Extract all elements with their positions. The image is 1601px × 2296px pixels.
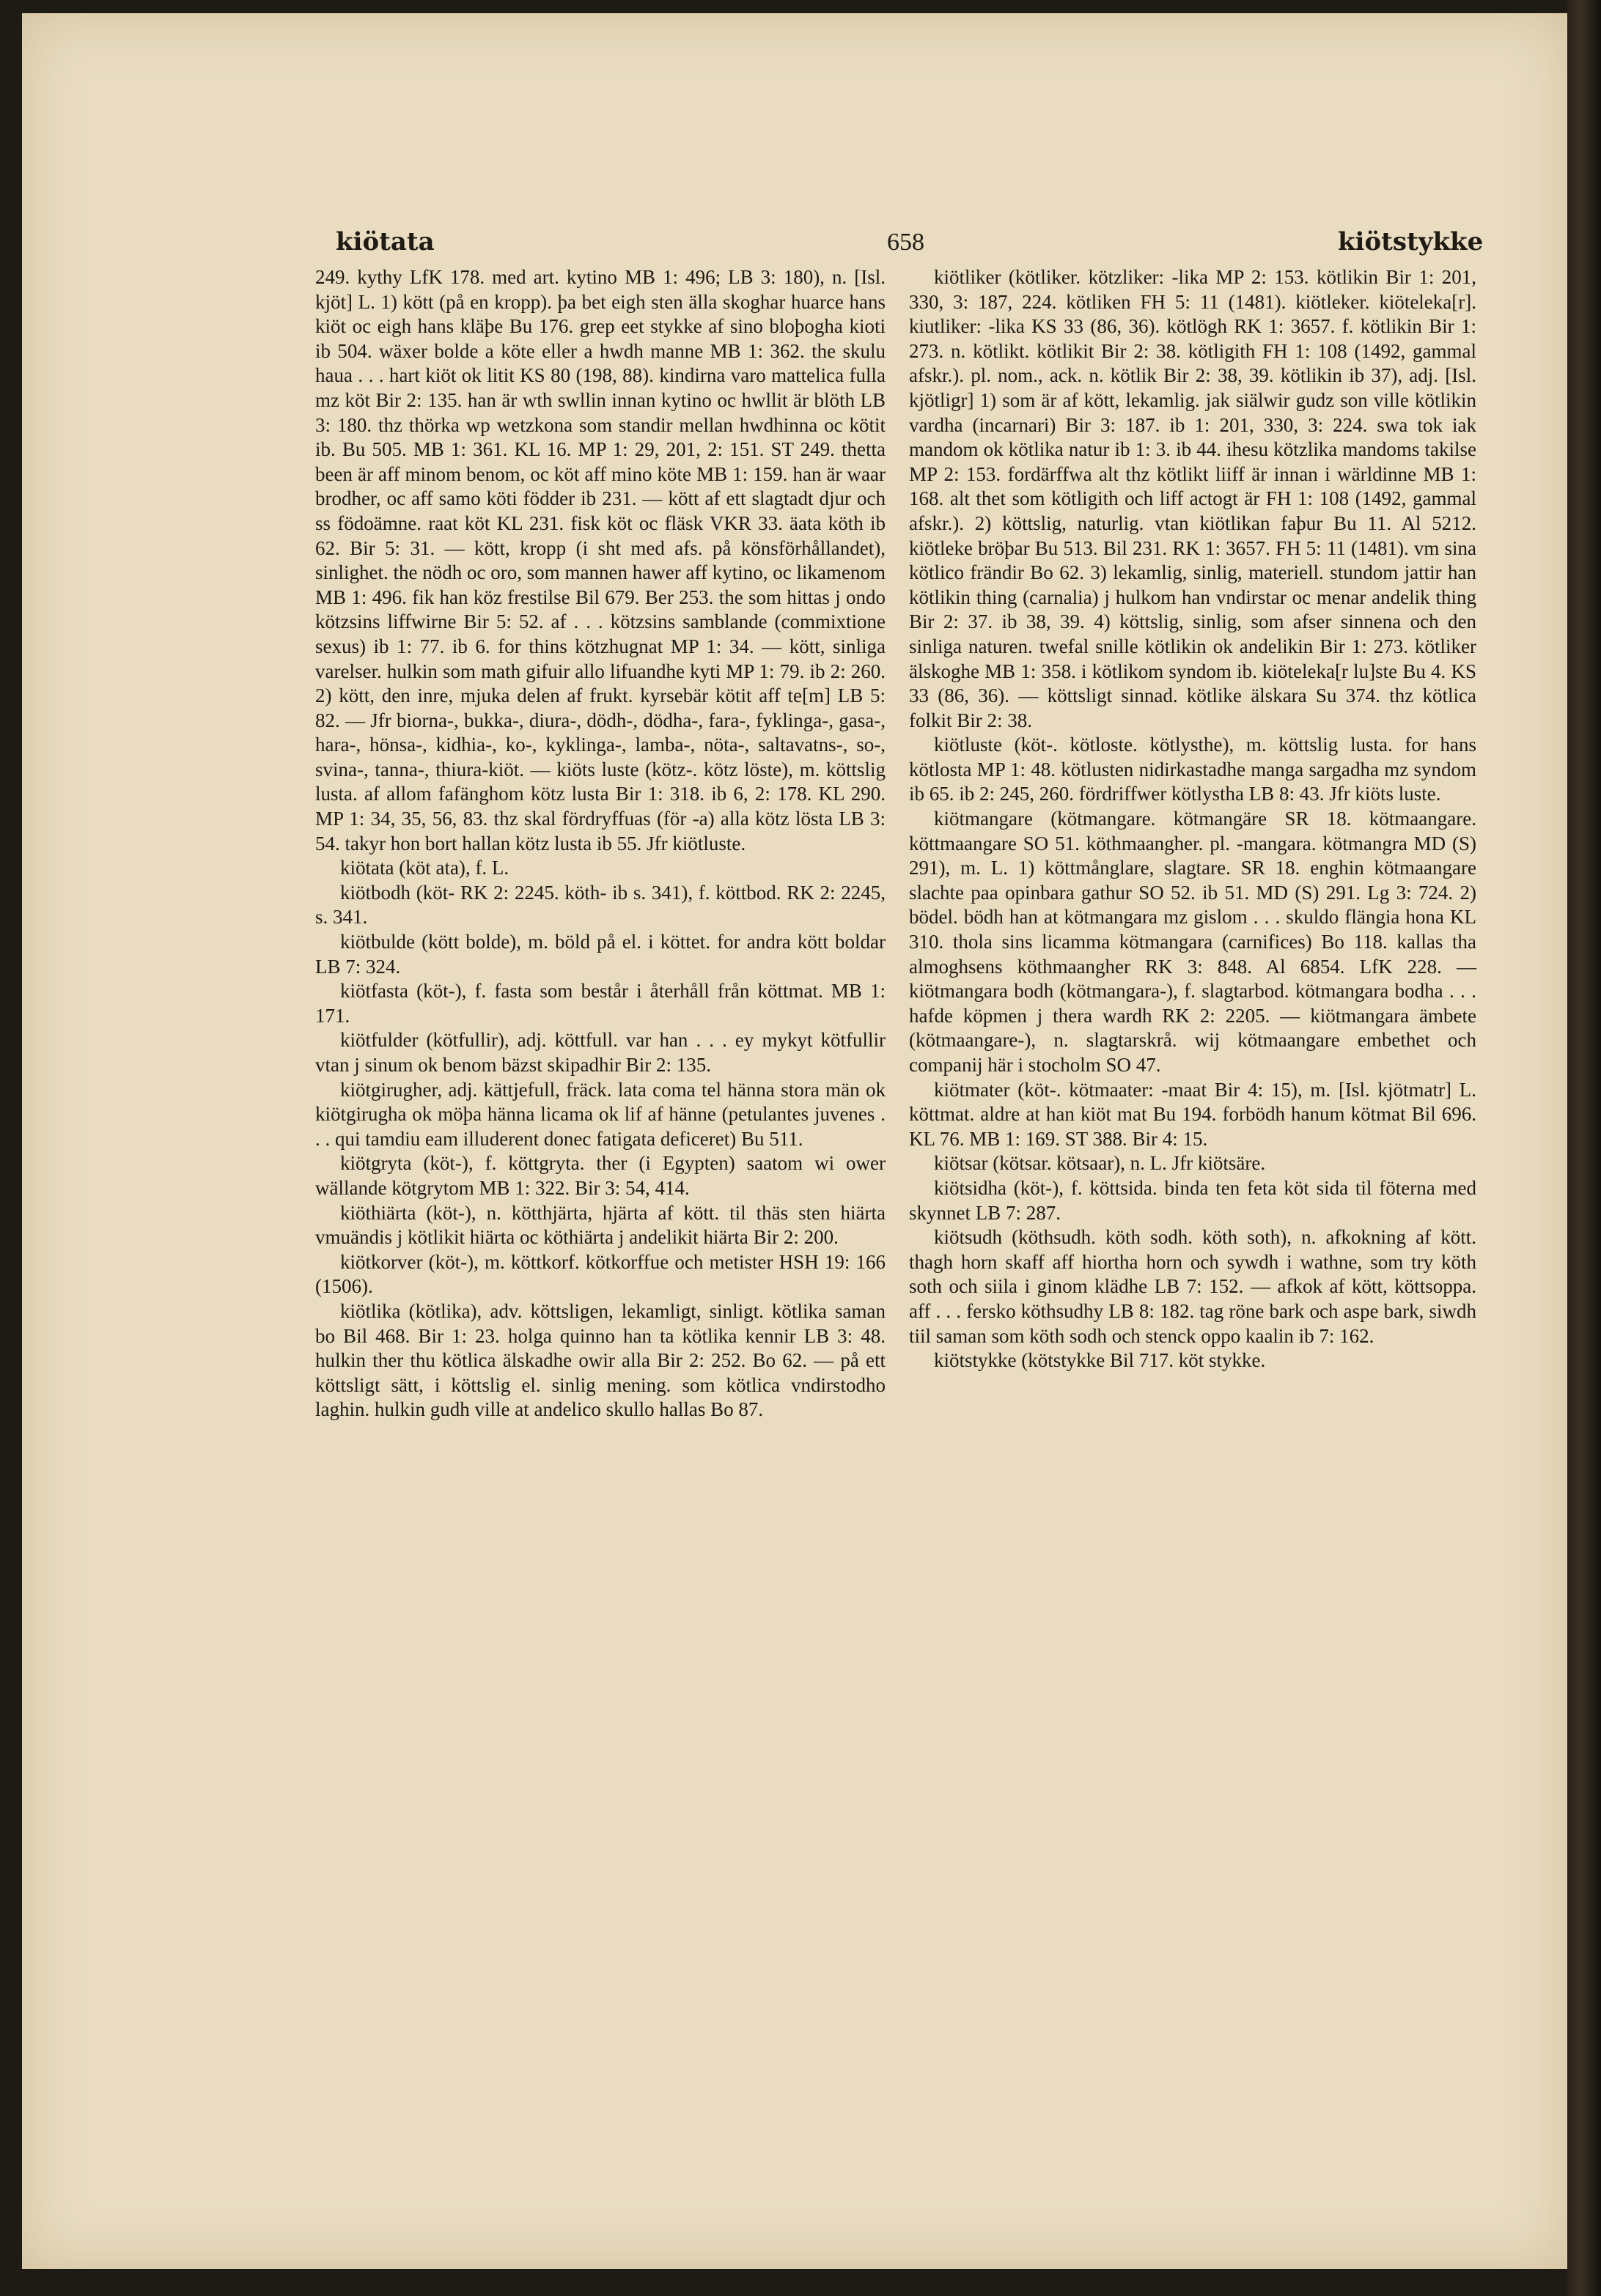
running-head-left: kiötata [336,227,435,256]
dictionary-entry: kiötfasta (köt-), f. fasta som består i återhåll från köttmat. MB 1: 171. [315,980,886,1027]
dictionary-entry: kiötliker (kötliker. kötzliker: -lika MP 2: 153. kötlikin Bir 1: 201, 330, 3: 187, 224. kötliken FH 5: 11 (1481). kiötleker. kiöteleka[r]. kiutliker: -lika KS 33 (86, 36). kötlögh RK 1: 3657. f. kötlikin Bir 1: 273. n. kötlikt. kötlikit Bir 2: 38. kötligith FH 1: 108 (1492, gammal afskr.). pl. nom., ack. n. kötlik Bir 2: 38, 39. kötlikin ib 37), adj. [Isl. kjötligr] 1) som är af kött, lekamlig. jak siälwir gudz son ville kötlikin vardha (incarnari) Bir 3: 187. ib 1: 201, 330, 3: 224. swa tok iak mandom ok kötlika natur ib 1: 3. ib 44. ihesu kötzlika mandoms takilse MP 2: 153. fordärffwa alt thz kötlikt liiff är innan i wärldinne MB 1: 168. alt thet som kötligith och liff actogt är FH 1: 108 (1492, gammal afskr.). 2) köttslig, naturlig. vtan kiötlikan faþur Bu 11. Al 5212. kiötleke bröþar Bu 513. Bil 231. RK 1: 3657. FH 5: 11 (1481). vm sina kötlico frändir Bo 62. 3) lekamlig, sinlig, materiell. stundom jattir han kötlikin thing (carnalia) j hulkom han vndirstar oc menar andelik thing Bir 2: 37. ib 38, 39. 4) köttslig, sinlig, som afser sinnena och den sinliga naturen. twefal snille kötlikin ok andelikin Bir 1: 273. kötliker älskoghe MB 1: 358. i kötlikom syndom ib. kiöteleka[r lu]ste Bu 4. KS 33 (86, 36). — köttsligt sinnad. kötlike älskara Su 374. thz kötlica folkit Bir 2: 38. [909,266,1476,731]
dictionary-entry: kiötfulder (kötfullir), adj. köttfull. var han . . . ey mykyt kötfullir vtan j sinum ok benom bäzst skipadhir Bir 2: 135. [315,1029,886,1076]
dictionary-entry: kiötluste (köt-. kötloste. kötlysthe), m. köttslig lusta. for hans kötlosta MP 1: 48. kötlusten nidirkastadhe manga sargadha mz syndom ib 65. ib 2: 245, 260. fördriffwer kötlystha LB 8: 43. Jfr kiöts luste. [909,734,1476,805]
running-head-right: kiötstykke [1338,227,1484,256]
dictionary-entry: kiötstykke (kötstykke Bil 717. köt stykke. [934,1349,1266,1372]
dictionary-entry: kiöthiärta (köt-), n. kötthjärta, hjärta af kött. til thäs sten hiärta vmuändis j kötlikit hiärta oc köthiärta j andelikit hiärta Bir 2: 200. [315,1201,886,1249]
right-column [909,265,1476,1373]
dictionary-entry: kiötgirugher, adj. kättjefull, fräck. lata coma tel hänna stora män ok kiötgirugha ok möþa hänna licama ok lif af hänne (petulantes juvenes . . . qui tamdiu eam illuderent donec fatigata deficeret) Bu 511. [315,1078,886,1150]
dictionary-entry: kiötsudh (köthsudh. köth sodh. köth soth), n. afkokning af kött. thagh horn skaff aff hiortha horn och sywdh i wathne, som try köth soth och siila i ginom klädhe LB 7: 152. — afkok af kött, köttsoppa. aff . . . fersko köthsudhy LB 8: 182. tag röne bark och aspe bark, siwdh tiil saman som köth sodh och stenck oppo kaalin ib 7: 162. [909,1226,1476,1347]
dictionary-entry: kiötkorver (köt-), m. köttkorf. kötkorffue och metister HSH 19: 166 (1506). [315,1250,886,1298]
dictionary-entry: kiötgryta (köt-), f. köttgryta. ther (i Egypten) saatom wi ower wällande kötgrytom MB 1: 322. Bir 3: 54, 414. [315,1152,886,1199]
dictionary-entry: kiötlika (kötlika), adv. köttsligen, lekamligt, sinligt. kötlika saman bo Bil 468. Bir 1: 23. holga quinno han ta kötlika kennir LB 3: 48. hulkin ther thu kötlica älskadhe owir alla Bir 2: 252. Bo 62. — på ett köttsligt sätt, i köttslig el. sinlig mening. som kötlica vndirstodho laghin. hulkin gudh ville at andelico skullo hallas Bo 87. [315,1299,886,1421]
dictionary-entry: 249. kythy LfK 178. med art. kytino MB 1: 496; LB 3: 180), n. [Isl. kjöt] L. 1) kött (på en kropp). þa bet eigh sten älla skoghar huarce hans kiöt oc eigh hans kläþe Bu 176. grep eet stykke af sino bloþogha kioti ib 504. wäxer bolde a köte eller a hwdh manne MB 1: 362. the skulu haua . . . hart kiöt ok litit KS 80 (198, 88). kindirna varo mattelica fulla mz köt Bir 2: 135. han är wth swllin innan kytino oc hwllit är blöth LB 3: 180. thz thörka wp wetzkona som standir mellan hwdhinna oc kötit ib. Bu 505. MB 1: 361. KL 16. MP 1: 29, 201, 2: 151. ST 249. thetta been är aff minom benom, oc köt aff mino köte MB 1: 159. han är waar brodher, oc aff samo köti födder ib 231. — kött af ett slagtadt djur och ss födoämne. raat köt KL 231. fisk köt oc fläsk VKR 33. äata köth ib 62. Bir 5: 31. — kött, kropp (i sht med afs. på könsförhållandet), sinlighet. the nödh oc oro, som mannen hawer aff kytino, oc likamenom MB 1: 496. fik han köz frestilse Bil 679. Ber 253. the som hittas j ondo kötzsins liffwirne Bir 5: 52. af . . . kötzsins samblande (commixtione sexus) ib 1: 77. ib 6. for thins kötzhugnat MP 1: 34. — kött, sinliga varelser. hulkin som math gifuir allo lifuandhe kyti MP 1: 79. ib 2: 260. 2) kött, den inre, mjuka delen af frukt. kyrsebär kötit aff te[m] LB 5: 82. — Jfr biorna-, bukka-, diura-, dödh-, dödha-, fara-, fyklinga-, gasa-, hara-, hönsa-, kidhia-, ko-, kyklinga-, lamba-, nöta-, saltavatns-, so-, svina-, tanna-, thiura-kiöt. — kiöts luste (kötz-. kötz löste), m. köttslig lusta. af allom fafänghom kötz lusta Bir 1: 318. ib 6, 2: 178. KL 290. MP 1: 34, 35, 56, 83. thz skal fördryffuas (för -a) alla kötz lösta LB 3: 54. takyr hon bort hallan kötz lusta ib 55. Jfr kiötluste. [315,266,886,854]
page-number: 658 [887,229,924,256]
dictionary-entry: kiötmangare (kötmangare. kötmangäre SR 18. kötmaangare. köttmaangare SO 51. köthmaangher. pl. -mangara. kötmangra MD (S) 291), m. L. 1) köttmånglare, slagtare. SR 18. enghin kötmaangare slachte paa opinbara gathur SO 52. ib 51. MD (S) 291. Lg 3: 724. 2) bödel. bödh han at kötmangara mz gislom . . . skuldo flängia hona KL 310. thola sins licamma kötmangara (carnifices) Bo 118. kallas tha almoghsens köthmaangher RK 3: 848. Al 6854. LfK 228. — kiötmangara bodh (kötmangara-), f. slagtarbod. kötmangara bodha . . . hafde köpmen j thera wardh RK 2: 2205. — kiötmangara ämbete (kötmaangare-), n. slagtarskrå. wij kötmaangare embethet och companij här i stocholm SO 47. [909,808,1476,1076]
dictionary-entry: kiötata (köt ata), f. L. [340,857,509,879]
dictionary-entry: kiötbulde (kött bolde), m. böld på el. i köttet. for andra kött boldar LB 7: 324. [315,931,886,978]
dictionary-entry: kiötbodh (köt- RK 2: 2245. köth- ib s. 341), f. köttbod. RK 2: 2245, s. 341. [315,881,886,929]
dictionary-entry: kiötsar (kötsar. kötsaar), n. L. Jfr kiötsäre. [934,1152,1266,1175]
dictionary-entry: kiötmater (köt-. kötmaater: -maat Bir 4: 15), m. [Isl. kjötmatr] L. köttmat. aldre at han kiöt mat Bu 194. forbödh hanum kötmat Bil 696. KL 76. MB 1: 169. ST 388. Bir 4: 15. [909,1078,1476,1150]
dictionary-entry: kiötsidha (köt-), f. köttsida. binda ten feta köt sida til föterna med skynnet LB 7: 287. [909,1176,1476,1224]
left-column [315,265,886,1422]
book-edge [1567,0,1601,2296]
